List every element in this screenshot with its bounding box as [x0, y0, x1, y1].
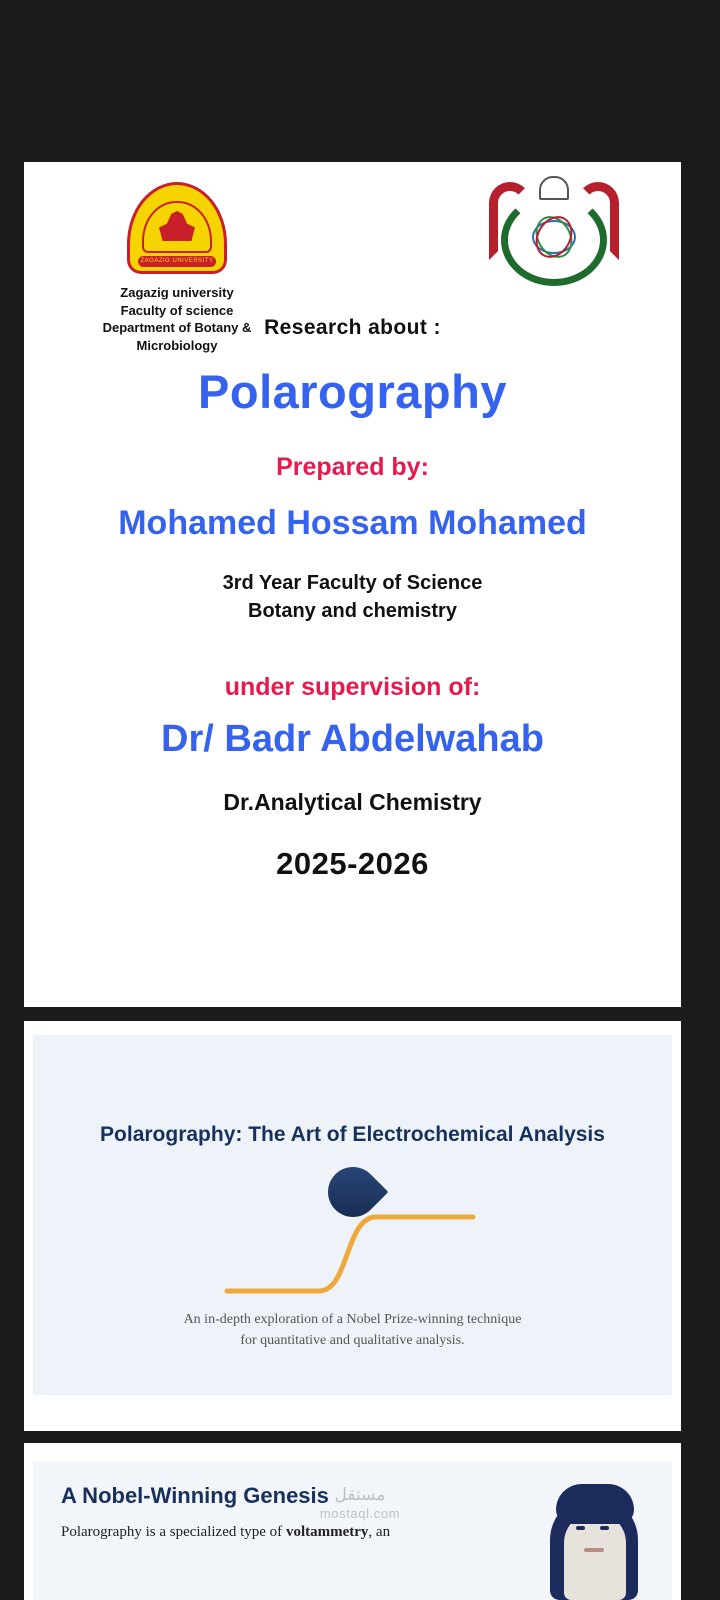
author-name: Mohamed Hossam Mohamed [118, 504, 587, 542]
university-caption [102, 284, 252, 354]
article-title: A Nobel-Winning Genesis [61, 1483, 329, 1508]
watermark-latin: mostaql.com [319, 1506, 401, 1521]
faculty-of-science-emblem-icon [489, 176, 619, 291]
article-section [33, 1461, 672, 1600]
article-paragraph [61, 1521, 491, 1544]
academic-year: 2025-2026 [276, 846, 429, 881]
cover-page [24, 162, 681, 1007]
article-page [24, 1443, 681, 1600]
university-logo-block [102, 182, 252, 354]
hero-subtitle [33, 1309, 672, 1351]
supervision-label: under supervision of: [224, 673, 481, 701]
watermark-arabic: مستقل [334, 1485, 386, 1504]
page-title: Polarography [198, 365, 507, 418]
caption-line-3: Department of Botany & [102, 320, 252, 336]
crest-band-label: ZAGAZIG UNIVERSITY [138, 256, 216, 267]
jaroslav-heyrovsky-portrait-icon [534, 1482, 654, 1600]
mercury-drop-polarogram-icon [33, 1163, 672, 1303]
hero-title: Polarography: The Art of Electrochemical Analysis [100, 1123, 605, 1146]
supervisor-title: Dr.Analytical Chemistry [223, 789, 482, 815]
polarogram-curve-icon [223, 1203, 483, 1299]
author-affiliation-line-1: 3rd Year Faculty of Science [222, 572, 483, 594]
slide-page [24, 1021, 681, 1431]
article-text-bold: voltammetry [285, 1524, 369, 1540]
author-affiliation [54, 569, 651, 625]
author-affiliation-line-2: Botany and chemistry [248, 600, 457, 622]
cover-body [24, 316, 681, 882]
hero-subtitle-line-1: An in-depth exploration of a Nobel Prize-winning technique [183, 1312, 522, 1327]
research-about-label: Research about : [264, 316, 441, 339]
hero-subtitle-line-2: for quantitative and qualitative analysis. [240, 1333, 465, 1348]
caption-line-2: Faculty of science [120, 302, 234, 318]
article-text-suffix: , an [368, 1524, 391, 1540]
article-text-prefix: Polarography is a specialized type of [61, 1524, 286, 1540]
zagazig-university-crest-icon [127, 182, 227, 274]
supervisor-name: Dr/ Badr Abdelwahab [161, 718, 544, 760]
hero-section [33, 1035, 672, 1395]
caption-line-4: Microbiology [136, 337, 218, 353]
prepared-by-label: Prepared by: [276, 453, 429, 481]
caption-line-1: Zagazig university [120, 285, 234, 300]
